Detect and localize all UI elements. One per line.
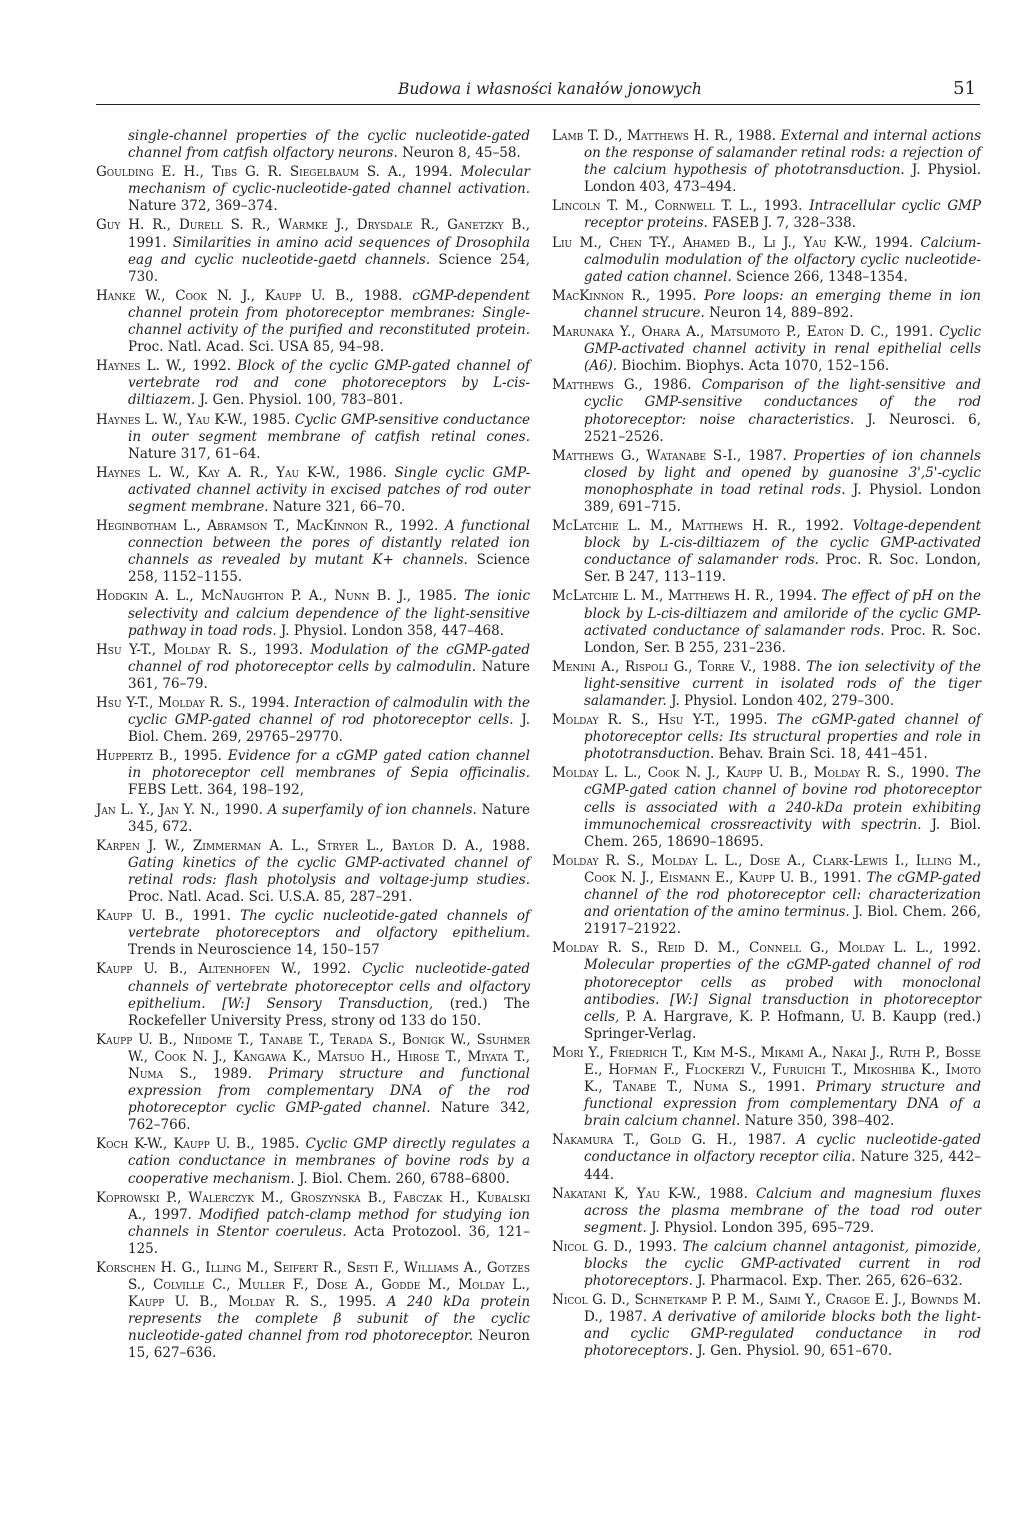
reference-title: Similarities in amino acid sequences of Drosophila eag and cyclic nucleotide-gaetd channels.	[128, 234, 530, 268]
reference-source: J. Physiol. London 403, 473–494.	[584, 162, 981, 196]
reference-source: J. Gen. Physiol. 100, 783–801.	[199, 392, 404, 409]
reference-source: Nature 345, 672.	[128, 801, 531, 835]
reference-entry	[552, 448, 981, 516]
reference-entry	[96, 748, 530, 799]
reference-source: Nature 350, 398–402.	[744, 1113, 895, 1130]
reference-title: Cyclic nucleotide-gated channels of vertebrate photoreceptor cells and olfactory epithelium. [W:] Sensory Transduction,	[128, 961, 530, 1012]
reference-authors: Lamb T. D., Matthews H. R.,	[552, 128, 733, 144]
reference-authors: Koprowski P., Walerczyk M., Groszyńska B., Fabczak H., Kubalski A.,	[96, 1189, 530, 1223]
reference-entry	[96, 908, 530, 959]
running-title: Budowa i własności kanałów jonowych	[398, 80, 702, 98]
reference-year: 1997.	[153, 1206, 192, 1223]
reference-authors: Hanke W., Cook N. J., Kaupp U. B.,	[96, 287, 354, 304]
reference-source: Neuron 15, 627–636.	[128, 1328, 530, 1362]
reference-year: 1985.	[251, 411, 291, 428]
reference-source: J. Physiol. London 395, 695–729.	[651, 1219, 875, 1236]
reference-source: Neuron 14, 889–892.	[709, 304, 854, 321]
page-header	[96, 78, 980, 105]
reference-title: Molecular properties of the cGMP-gated channel of rod photoreceptor cells as probed with monoclonal antibodies. [W:] Signal transduction in photoreceptor cells,	[584, 957, 981, 1025]
reference-authors: Haynes L. W., Kay A. R., Yau K-W.,	[96, 464, 341, 481]
reference-title: The cGMP-gated cation channel of bovine rod photoreceptor cells is associated with a 240-kDa protein exhibiting immunochemical crossreactivity with spectrin.	[584, 765, 982, 833]
reference-title: The cGMP-gated channel of photoreceptor cells: Its structural properties and role in phototransduction.	[584, 712, 981, 763]
reference-title: Gating kinetics of the cyclic GMP-activated channel of retinal rods: flash photolysis and voltage-jump studies.	[128, 854, 530, 888]
reference-source: Nature 372, 369–374.	[128, 198, 278, 215]
reference-title: Primary structure and functional expression from complementary DNA of the rod photoreceptor cyclic GMP-gated channel.	[128, 1065, 530, 1117]
reference-entry	[96, 1190, 530, 1258]
reference-entry	[96, 465, 530, 516]
reference-authors: Lincoln T. M., Cornwell T. L.,	[552, 198, 758, 215]
reference-entry	[96, 164, 530, 215]
reference-year: 1991.	[766, 1079, 806, 1096]
reference-year: 1991.	[128, 234, 167, 251]
reference-source: Neuron 8, 45–58.	[402, 145, 521, 162]
reference-entry	[552, 712, 981, 763]
reference-title: The calcium channel antagonist, pimozide, blocks the cyclic GMP-activated current in rod photoreceptors.	[584, 1238, 981, 1290]
reference-entry	[552, 1239, 981, 1290]
reference-source: Nature 321, 66–70.	[272, 498, 406, 515]
reference-authors: Huppertz B.,	[96, 748, 178, 765]
reference-year: 1991.	[192, 908, 232, 925]
reference-year: 1988.	[762, 658, 801, 675]
reference-year: 1988.	[709, 1185, 748, 1202]
reference-title: Evidence for a cGMP gated cation channel in photoreceptor cell membranes of Sepia officinalis.	[128, 748, 530, 782]
reference-year: 1992.	[942, 940, 982, 957]
reference-year: 1993.	[638, 1238, 677, 1255]
reference-source: FASEB J. 7, 328–338.	[712, 215, 857, 232]
reference-source: Nature 317, 61–64.	[128, 445, 261, 462]
reference-title: A cyclic nucleotide-gated conductance in olfactory receptor cilia.	[584, 1132, 982, 1166]
reference-year: 1987.	[608, 1309, 648, 1326]
reference-title: Cyclic GMP-activated channel activity in renal epithelial cells (A6).	[584, 324, 982, 375]
reference-year: 1992.	[399, 518, 439, 535]
reference-title: Pore loops: an emerging theme in ion channel strucure.	[584, 287, 981, 321]
reference-source: Proc. Natl. Acad. Sci. U.S.A. 85, 287–291.	[128, 889, 413, 906]
reference-authors: Haynes L. W., Yau K-W.,	[96, 411, 248, 428]
reference-source: Behav. Brain Sci. 18, 441–451.	[718, 746, 928, 763]
right-column	[552, 128, 981, 1363]
reference-entry	[552, 324, 981, 375]
reference-entry	[96, 518, 530, 586]
reference-year: 1994.	[250, 695, 290, 711]
reference-source: Nature 342, 762–766.	[128, 1100, 530, 1134]
reference-year: 1990.	[224, 801, 263, 818]
reference-authors: Jan L. Y., Jan Y. N.,	[96, 801, 220, 818]
reference-entry	[552, 940, 981, 1043]
reference-authors: McLatchie L. M., Matthews H. R.,	[552, 518, 796, 535]
reference-year: 1985.	[260, 1136, 300, 1153]
reference-authors: Matthews G., Watanabe S-I.,	[552, 447, 742, 464]
reference-authors: Liu M., Chen T-Y., Ahamed B., Li J., Yau K-W.,	[552, 234, 867, 251]
reference-entry	[552, 377, 981, 445]
reference-title: Calcium-calmodulin modulation of the olfactory cyclic nucleotide-gated cation channel.	[584, 234, 981, 285]
reference-year: 1995.	[183, 748, 222, 765]
reference-source: J. Biol. Chem. 260, 6788–6800.	[299, 1170, 510, 1187]
reference-entry	[552, 1132, 981, 1183]
reference-entry	[552, 765, 981, 850]
reference-entry	[96, 288, 530, 356]
reference-authors: Nakatani K, Yau K-W.,	[552, 1185, 701, 1202]
reference-source: J. Biol. Chem. 265, 18690–18695.	[584, 816, 982, 850]
reference-source: J. Physiol. London 389, 691–715.	[584, 481, 981, 515]
reference-title: A derivative of amiloride blocks both the light- and cyclic GMP-regulated conductance in rod photoreceptors.	[584, 1309, 982, 1360]
reference-authors: Hodgkin A. L., McNaughton P. A., Nunn B. J.,	[96, 588, 412, 605]
reference-source: J. Biol. Chem. 269, 29765–29770.	[128, 712, 530, 746]
reference-source: Science 266, 1348–1354.	[736, 268, 908, 285]
reference-entry	[552, 1292, 981, 1360]
reference-source: P. A. Hargrave, K. P. Hofmann, U. B. Kaupp (red.) Springer-Verlag.	[584, 1008, 981, 1042]
reference-authors: Korschen H. G., Illing M., Seifert R., Sesti F., Williams A., Gotzes S., Colville C., Muller F., Dose A., Godde M., Molday L., Kaupp U. B., Molday R. S.,	[96, 1260, 530, 1311]
reference-title: The ionic selectivity and calcium dependence of the light-sensitive pathway in toad rods.	[128, 588, 531, 639]
left-column	[96, 128, 530, 1365]
reference-title: Voltage-dependent block by L-cis-diltiazem of the cyclic GMP-activated conductance of salamander rods.	[584, 518, 982, 569]
reference-authors: Molday R. S., Molday L. L., Dose A., Clark-Lewis I., Illing M., Cook N. J., Eismann E., Kaupp U. B.,	[552, 852, 981, 886]
reference-authors: Hsu Y-T., Molday R. S.,	[96, 695, 246, 711]
reference-year: 1991.	[894, 324, 934, 341]
reference-title: Intracellular cyclic GMP receptor proteins.	[584, 198, 982, 232]
reference-authors: Nicol G. D.,	[552, 1238, 633, 1255]
reference-authors: Kaupp U. B.,	[96, 908, 184, 925]
reference-entry	[552, 1045, 981, 1130]
reference-authors: Nicol G. D., Schnetkamp P. P. M., Saimi Y., Cragoe E. J., Bownds M. D.,	[552, 1292, 981, 1326]
reference-authors: Molday R. S., Reid D. M., Connell G., Molday L. L.,	[552, 940, 934, 957]
reference-source: Nature 325, 442–444.	[584, 1149, 981, 1183]
reference-source: J. Pharmacol. Exp. Ther. 265, 626–632.	[697, 1273, 963, 1290]
reference-entry	[552, 1186, 981, 1237]
reference-title: Cyclic GMP-sensitive conductance in outer segment membrane of catfish retinal cones.	[128, 411, 530, 445]
reference-entry	[96, 642, 530, 693]
reference-authors: Marunaka Y., Ohara A., Matsumoto P., Eaton D. C.,	[552, 324, 889, 341]
reference-source: Science 258, 1152–1155.	[128, 552, 530, 586]
reference-entry	[96, 1136, 530, 1187]
reference-entry	[552, 198, 981, 232]
reference-authors: Goulding E. H., Tibs G. R. Siegelbaum S. A.,	[96, 164, 407, 181]
reference-title: Single cyclic GMP-activated channel activity in excised patches of rod outer segment membrane.	[128, 464, 531, 515]
reference-authors: Guy H. R., Durell S. R., Warmke J., Drysdale R., Ganetzky B.,	[96, 217, 530, 234]
reference-title: Modulation of the cGMP-gated channel of rod photoreceptor cells by calmodulin.	[128, 641, 530, 675]
reference-title: A functional connection between the pores of distantly related ion channels as revealed by mutant K+ channels.	[128, 518, 530, 569]
reference-authors: Molday L. L., Cook N. J., Kaupp U. B., Molday R. S.,	[552, 765, 905, 782]
reference-entry	[552, 518, 981, 586]
reference-title: single-channel properties of the cyclic nucleotide-gated channel from catfish olfactory neurons.	[128, 128, 530, 162]
reference-authors: Menini A., Rispoli G., Torre V.,	[552, 658, 757, 675]
reference-year: 1995.	[337, 1294, 377, 1311]
reference-source: Proc. R. Soc. London, Ser. B 255, 231–236.	[584, 622, 981, 656]
reference-entry	[96, 1032, 530, 1135]
reference-year: 1992.	[312, 961, 351, 978]
reference-entry	[552, 588, 981, 656]
reference-title: The cyclic nucleotide-gated channels of vertebrate photoreceptors and olfactory epithelium.	[128, 908, 530, 942]
reference-authors: Koch K-W., Kaupp U. B.,	[96, 1136, 255, 1153]
reference-year: 1990.	[910, 765, 950, 782]
reference-title: The effect of pH on the block by L-cis-diltiazem and amiloride of the cyclic GMP-activated conductance of salamander rods.	[584, 588, 982, 639]
reference-authors: Matthews G.,	[552, 377, 643, 394]
reference-title: The ion selectivity of the light-sensitive current in isolated rods of the tiger salamander.	[584, 658, 982, 709]
reference-entry	[552, 659, 981, 710]
reference-source: J. Gen. Physiol. 90, 651–670.	[697, 1343, 893, 1360]
reference-title: Comparison of the light-sensitive and cyclic GMP-sensitive conductances of the rod photoreceptor: noise characteristics.	[584, 377, 982, 428]
reference-year: 1993.	[763, 198, 803, 215]
reference-entry	[96, 802, 530, 836]
reference-year: 1993.	[264, 641, 303, 658]
reference-year: 1986.	[347, 464, 387, 481]
reference-year: 1989.	[213, 1065, 252, 1082]
reference-source: Acta Protozool. 36, 121–125.	[128, 1223, 530, 1257]
reference-authors: Mori Y., Friedrich T., Kim M-S., Mikami A., Nakai J., Ruth P., Bosse E., Hofman F., Flockerzi V., Furuichi T., Mikoshiba K., Imoto K., Tanabe T., Numa S.,	[552, 1044, 981, 1096]
reference-title: Cyclic GMP directly regulates a cation conductance in membranes of bovine rods by a cooperative mechanism.	[128, 1136, 530, 1187]
reference-source: J. Biol. Chem. 266, 21917–21922.	[584, 904, 981, 938]
reference-entry	[552, 288, 981, 322]
reference-title: Modified patch-clamp method for studying ion channels in Stentor coeruleus.	[128, 1206, 530, 1240]
reference-title: Properties of ion channels closed by light and opened by guanosine 3',5'-cyclic monophosphate in toad retinal rods.	[584, 447, 981, 498]
reference-source: J. Physiol. London 402, 279–300.	[671, 693, 895, 709]
reference-year: 1994.	[414, 164, 453, 181]
reference-entry	[96, 412, 530, 463]
reference-year: 1994.	[778, 588, 817, 605]
reference-year: 1986.	[652, 377, 692, 394]
reference-source: Science 254, 730.	[128, 251, 530, 285]
reference-year: 1991.	[822, 869, 862, 886]
reference-authors: Molday R. S., Hsu Y-T.,	[552, 712, 720, 729]
reference-title: A superfamily of ion channels.	[267, 801, 477, 818]
reference-authors: Heginbotham L., Abramson T., MacKinnon R.,	[96, 518, 394, 535]
reference-source: Biochim. Biophys. Acta 1070, 152–156.	[621, 358, 890, 375]
reference-title: Block of the cyclic GMP-gated channel of vertebrate rod and cone photoreceptors by L-cis-diltiazem.	[128, 358, 530, 409]
reference-entry	[96, 695, 530, 746]
reference-title: cGMP-dependent channel protein from photoreceptor membranes: Single-channel activity of the purified and reconstituted protein.	[128, 287, 531, 339]
reference-authors: MacKinnon R.,	[552, 287, 651, 304]
reference-year: 1995.	[728, 712, 768, 729]
reference-entry	[96, 961, 530, 1029]
reference-authors: McLatchie L. M., Matthews H. R.,	[552, 588, 774, 605]
reference-year: 1988.	[363, 287, 403, 304]
reference-authors: Nakamura T., Gold G. H.,	[552, 1132, 737, 1149]
reference-authors: Hsu Y-T., Molday R. S.,	[96, 641, 257, 658]
reference-title: The cGMP-gated channel of the rod photoreceptor cell: characterization and orientation of the amino terminus.	[584, 869, 981, 921]
reference-entry	[96, 217, 530, 285]
reference-title: Calcium and magnesium fluxes across the plasma membrane of the toad rod outer segment.	[584, 1185, 981, 1236]
reference-year: 1992.	[192, 358, 232, 375]
reference-authors: Karpen J. W., Zimmerman A. L., Stryer L., Baylor D. A.,	[96, 837, 484, 854]
reference-year: 1995.	[657, 287, 697, 304]
reference-title: Primary structure and functional expression from complementary DNA of a brain calcium channel.	[584, 1079, 981, 1130]
reference-authors: Kaupp U. B., Altenhofen W.,	[96, 961, 302, 978]
reference-title: Interaction of calmodulin with the cyclic GMP-gated channel of rod photoreceptor cells.	[128, 695, 530, 729]
reference-year: 1987.	[747, 1132, 786, 1149]
reference-source: Trends in Neuroscience 14, 150–157	[128, 942, 380, 959]
reference-source: J. Neurosci. 6, 2521–2526.	[584, 411, 982, 445]
reference-entry	[552, 128, 981, 196]
reference-entry	[96, 358, 530, 409]
reference-source: Proc. Natl. Acad. Sci. USA 85, 94–98.	[128, 339, 385, 356]
reference-entry	[96, 1260, 530, 1363]
reference-source: FEBS Lett. 364, 198–192,	[128, 782, 304, 799]
reference-source: Proc. R. Soc. London, Ser. B 247, 113–119.	[584, 552, 981, 586]
reference-year: 1992.	[804, 518, 844, 535]
reference-authors: Kaupp U. B., Niidome T., Tanabe T., Terada S., Bonigk W., Ssuhmer W., Cook N. J., Kangawa K., Matsuo H., Hirose T., Miyata T., Numa S.,	[96, 1031, 530, 1082]
reference-year: 1985.	[418, 588, 457, 605]
reference-title: A 240 kDa protein represents the complete β subunit of the cyclic nucleotide-gated channel from rod photoreceptor.	[128, 1294, 531, 1345]
reference-title: Molecular mechanism of cyclic-nucleotide-gated channel activation.	[128, 164, 530, 198]
reference-entry	[96, 838, 530, 906]
reference-entry	[552, 853, 981, 938]
reference-year: 1987.	[748, 447, 787, 464]
reference-source: Nature 361, 76–79.	[128, 658, 530, 692]
reference-entry	[96, 588, 530, 639]
reference-source: J. Physiol. London 358, 447–468.	[280, 622, 505, 639]
reference-source: (red.) The Rockefeller University Press, strony od 133 do 150.	[128, 995, 530, 1029]
reference-title: External and internal actions on the response of salamander retinal rods: a rejection of the calcium hypothesis of phototransduction.	[584, 128, 982, 179]
reference-year: 1988.	[737, 128, 777, 144]
reference-year: 1994.	[874, 234, 913, 251]
page-number: 51	[953, 78, 976, 99]
reference-year: 1988.	[491, 837, 530, 854]
reference-entry	[96, 128, 530, 162]
reference-authors: Haynes L. W.,	[96, 358, 187, 375]
reference-entry	[552, 235, 981, 286]
